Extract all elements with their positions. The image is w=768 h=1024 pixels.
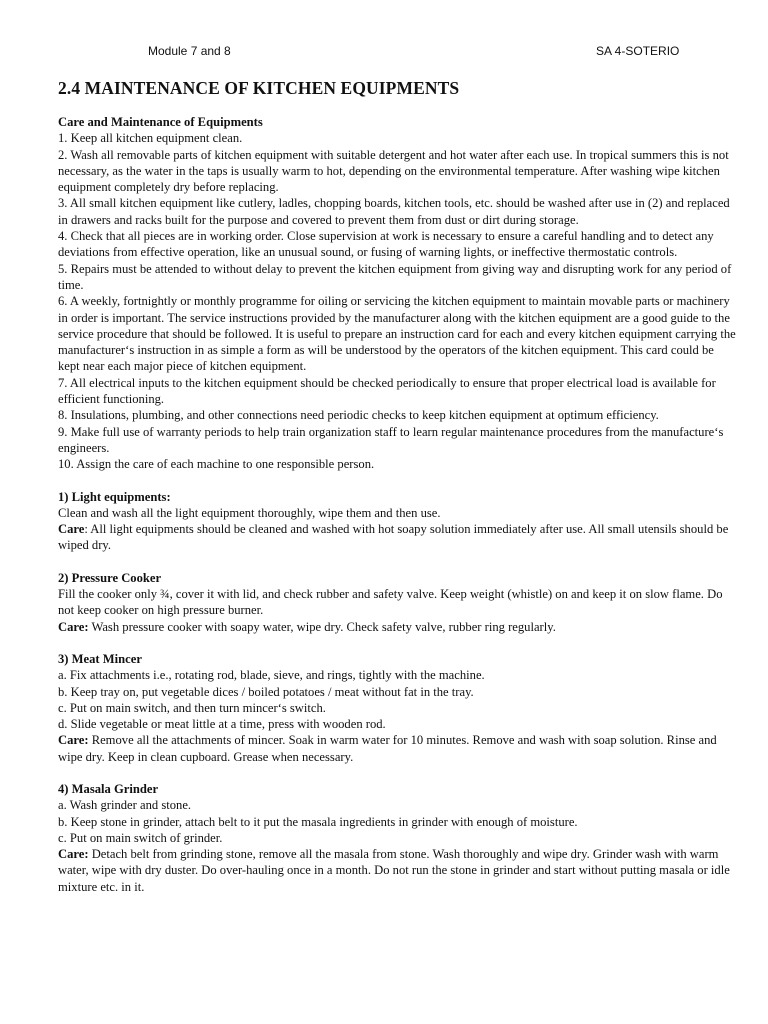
- section-spacer: [58, 635, 738, 651]
- care-heading: Care and Maintenance of Equipments: [58, 115, 263, 129]
- care-label: Care: [58, 522, 85, 537]
- section-title-light: 1) Light equipments:: [58, 489, 171, 504]
- section-line: d. Slide vegetable or meat little at a time, press with wooden rod.: [58, 717, 386, 732]
- care-text: Detach belt from grinding stone, remove all the masala from stone. Wash thoroughly and wipe dry. Grinder wash with warm water, wipe with dry duster. Do over-hauling once in a month. Do not run the stone in grinder and start without putting masala or idle mixture etc. in it.: [58, 847, 730, 894]
- document-body: [58, 114, 738, 895]
- list-item: 8. Insulations, plumbing, and other connections need periodic checks to keep kitchen equipment at optimum efficiency.: [58, 408, 659, 423]
- care-label: Care:: [58, 733, 89, 748]
- list-item: 6. A weekly, fortnightly or monthly programme for oiling or servicing the kitchen equipment to maintain movable parts or machinery in order is important. The service instructions provided by the manufacturer along with the kitchen equipment are a good guide to the service procedure that should be followed. It is useful to prepare an instruction card for each and every kitchen equipment carrying the manufacturer‘s instruction in as simple a form as will be understood by the operators of the kitchen equipment. This card could be kept near each major piece of kitchen equipment.: [58, 294, 736, 374]
- section-spacer: [58, 473, 738, 489]
- list-item: 9. Make full use of warranty periods to help train organization staff to learn regular maintenance procedures from the manufacture‘s engineers.: [58, 424, 724, 455]
- page-title: 2.4 MAINTENANCE OF KITCHEN EQUIPMENTS: [58, 78, 460, 98]
- section-spacer: [58, 554, 738, 570]
- care-paragraph: [58, 846, 738, 895]
- care-text: : All light equipments should be cleaned and washed with hot soapy solution immediately after use. All small utensils should be wiped dry.: [58, 522, 729, 553]
- care-paragraph: [58, 521, 738, 554]
- list-item: 3. All small kitchen equipment like cutlery, ladles, chopping boards, kitchen tools, etc. should be washed after use in (2) and replaced in drawers and racks built for the purpose and covered to prevent them from dust or dirt during storage.: [58, 196, 730, 227]
- section-title-masala-grinder: 4) Masala Grinder: [58, 781, 159, 796]
- list-item: 10. Assign the care of each machine to one responsible person.: [58, 457, 375, 472]
- section-line: Fill the cooker only ¾, cover it with lid, and check rubber and safety valve. Keep weight (whistle) on and keep it on slow flame. Do not keep cooker on high pressure burner.: [58, 587, 723, 618]
- header-author: SA 4-SOTERIO: [596, 44, 680, 58]
- section-spacer: [58, 765, 738, 781]
- section-line: c. Put on main switch, and then turn mincer‘s switch.: [58, 700, 326, 715]
- care-text: Remove all the attachments of mincer. Soak in warm water for 10 minutes. Remove and wash with soap solution. Rinse and wipe dry. Keep in clean cupboard. Grease when necessary.: [58, 733, 717, 764]
- list-item: 1. Keep all kitchen equipment clean.: [58, 131, 243, 146]
- list-item: 2. Wash all removable parts of kitchen equipment with suitable detergent and hot water after each use. In tropical summers this is not necessary, as the water in the taps is usually warm to hot, depending on the environmental temperature. After washing wipe kitchen equipment completely dry before replacing.: [58, 147, 729, 195]
- section-line: b. Keep tray on, put vegetable dices / boiled potatoes / meat without fat in the tray.: [58, 684, 474, 699]
- list-item: 5. Repairs must be attended to without delay to prevent the kitchen equipment from giving way and disrupting work for any period of time.: [58, 261, 732, 292]
- section-line: c. Put on main switch of grinder.: [58, 830, 223, 845]
- care-label: Care:: [58, 847, 89, 862]
- care-label: Care:: [58, 619, 89, 634]
- section-title-pressure-cooker: 2) Pressure Cooker: [58, 570, 162, 585]
- care-text: Wash pressure cooker with soapy water, wipe dry. Check safety valve, rubber ring regularly.: [88, 619, 556, 634]
- header-module: Module 7 and 8: [148, 44, 231, 58]
- section-line: Clean and wash all the light equipment thoroughly, wipe them and then use.: [58, 505, 441, 520]
- list-item: 4. Check that all pieces are in working order. Close supervision at work is necessary to ensure a careful handling and to detect any deviations from effective operation, like an unusual sound, or fusing of warning lights, or ineffective thermostatic controls.: [58, 229, 714, 260]
- care-paragraph: [58, 732, 738, 765]
- care-paragraph: [58, 619, 738, 635]
- section-title-meat-mincer: 3) Meat Mincer: [58, 651, 142, 666]
- section-line: a. Fix attachments i.e., rotating rod, blade, sieve, and rings, tightly with the machine.: [58, 668, 485, 683]
- section-line: a. Wash grinder and stone.: [58, 798, 192, 813]
- list-item: 7. All electrical inputs to the kitchen equipment should be checked periodically to ensure that proper electrical load is available for efficient functioning.: [58, 375, 716, 407]
- section-line: b. Keep stone in grinder, attach belt to it put the masala ingredients in grinder with enough of moisture.: [58, 814, 578, 829]
